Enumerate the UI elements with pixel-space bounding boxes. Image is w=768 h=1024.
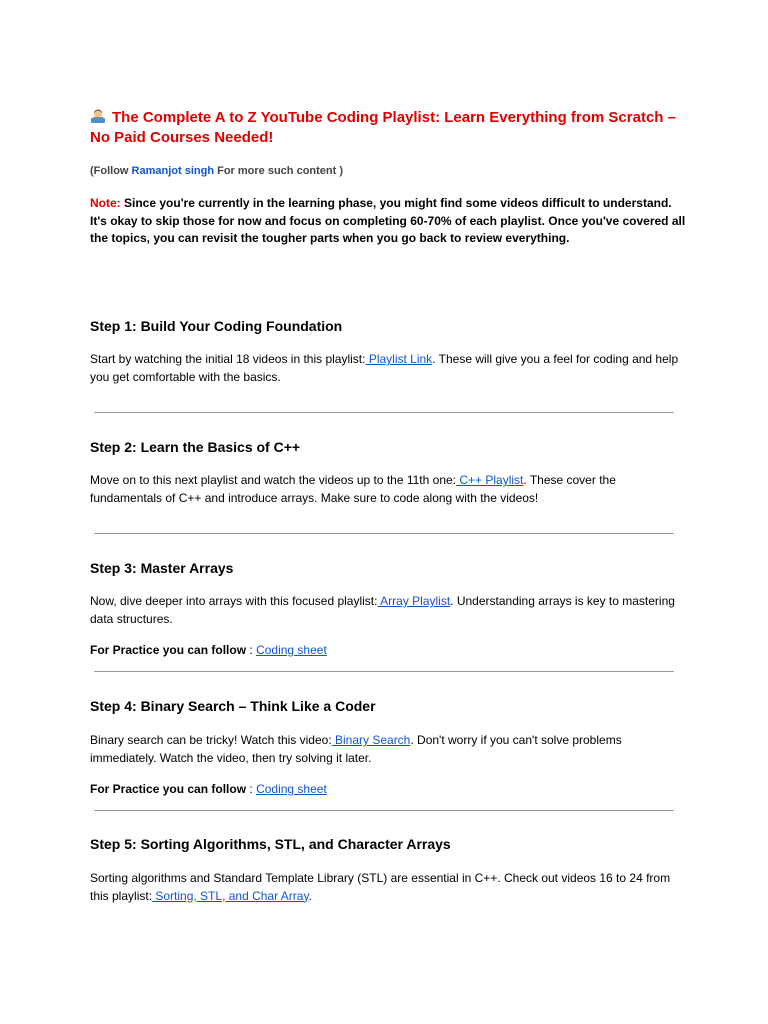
array-playlist-link[interactable]: Array Playlist — [377, 594, 451, 608]
coding-sheet-link-2[interactable]: Coding sheet — [256, 782, 327, 796]
note-label: Note: — [90, 196, 121, 210]
binary-search-link[interactable]: Binary Search — [331, 733, 411, 747]
step-5-heading: Step 5: Sorting Algorithms, STL, and Character Arrays — [90, 836, 451, 852]
author-link[interactable]: Ramanjot singh — [131, 165, 215, 177]
divider-4 — [94, 810, 674, 811]
divider-2 — [94, 533, 674, 534]
cpp-playlist-link[interactable]: C++ Playlist — [456, 473, 524, 487]
step-3-heading: Step 3: Master Arrays — [90, 560, 234, 576]
step-4-paragraph: Binary search can be tricky! Watch this video: Binary Search. Don't worry if you can't solve problems immediately. Watch the video, then try solving it later. — [90, 733, 622, 765]
step-3-paragraph: Now, dive deeper into arrays with this focused playlist: Array Playlist. Understanding arrays is key to mastering data structures. — [90, 594, 675, 626]
follow-line: (Follow Ramanjot singh For more such content ) — [90, 165, 344, 177]
playlist-link[interactable]: Playlist Link — [365, 352, 433, 366]
step-2-paragraph: Move on to this next playlist and watch the videos up to the 11th one: C++ Playlist. These cover the fundamentals of C++ and introduce arrays. Make sure to code along with the videos! — [90, 473, 616, 505]
divider-3 — [94, 671, 674, 672]
divider-1 — [94, 412, 674, 413]
note-text: Since you're currently in the learning phase, you might find some videos difficult to understand. It's okay to skip those for now and focus on completing 60-70% of each playlist. Once you've covered all the topics, you can revisit the tougher parts when you go back to review everything. — [90, 196, 686, 245]
step-5-paragraph: Sorting algorithms and Standard Template Library (STL) are essential in C++. Check out videos 16 to 24 from this playlist: Sorting, STL, and Char Array. — [90, 871, 671, 903]
sorting-stl-link[interactable]: Sorting, STL, and Char Array — [152, 888, 309, 903]
coding-sheet-link-1[interactable]: Coding sheet — [256, 643, 327, 657]
step-4-heading: Step 4: Binary Search – Think Like a Coder — [90, 698, 376, 714]
step-3-practice: For Practice you can follow : Coding sheet — [90, 643, 327, 657]
technologist-icon — [90, 108, 106, 124]
page-title — [90, 108, 690, 148]
page-title-text: The Complete A to Z YouTube Coding Playlist: Learn Everything from Scratch – No Paid Courses Needed! — [90, 109, 676, 146]
step-4-practice: For Practice you can follow : Coding sheet — [90, 782, 327, 796]
step-2-heading: Step 2: Learn the Basics of C++ — [90, 439, 301, 455]
note-paragraph — [90, 195, 686, 248]
step-1-heading: Step 1: Build Your Coding Foundation — [90, 318, 343, 334]
step-1-paragraph: Start by watching the initial 18 videos in this playlist: Playlist Link. These will give you a feel for coding and help you get comfortable with the basics. — [90, 352, 679, 384]
